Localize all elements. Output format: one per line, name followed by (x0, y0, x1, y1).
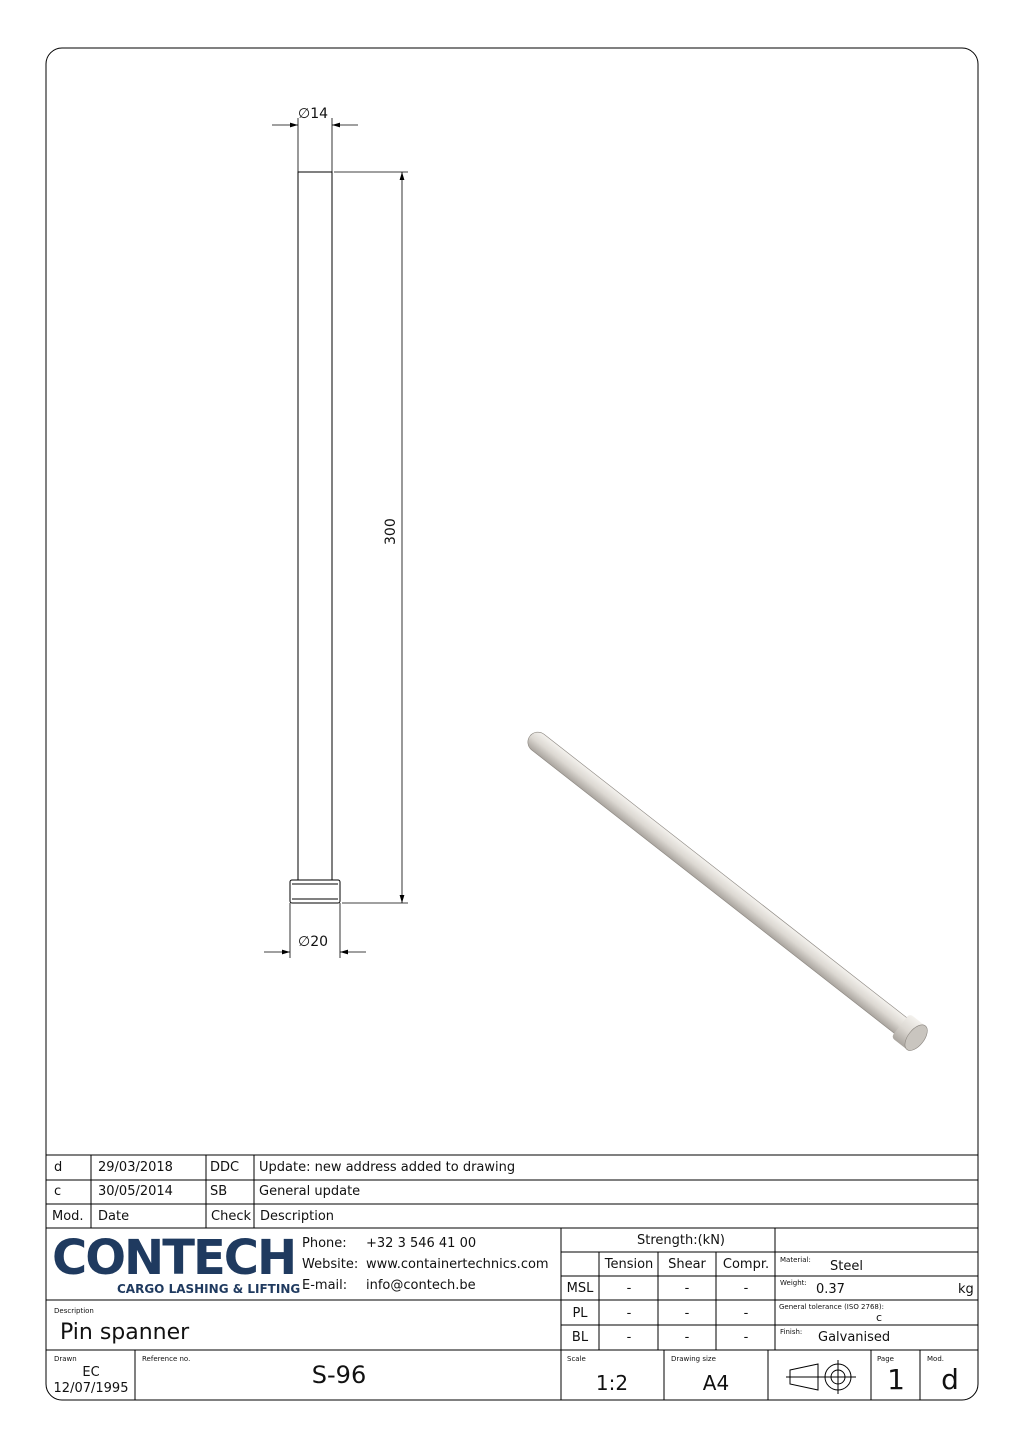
sheet-frame (46, 48, 978, 1400)
mod-value: d (941, 1363, 959, 1396)
rev-header-check: Check (211, 1209, 251, 1224)
email-value: info@contech.be (366, 1278, 476, 1293)
drawn-label: Drawn (54, 1355, 77, 1363)
website-value: www.containertechnics.com (366, 1257, 549, 1272)
description-label: Description (54, 1307, 94, 1315)
drawn-by: EC (82, 1365, 100, 1380)
material-value: Steel (830, 1259, 863, 1274)
strength-cell: - (743, 1330, 749, 1345)
strength-row-label: MSL (566, 1281, 594, 1296)
strength-cell: - (626, 1306, 632, 1321)
weight-label: Weight: (780, 1279, 807, 1287)
rev-date: 29/03/2018 (98, 1160, 173, 1175)
reference-value: S-96 (311, 1361, 367, 1389)
size-label: Drawing size (671, 1355, 716, 1363)
tolerance-value: c (876, 1311, 883, 1324)
scale-value: 1:2 (595, 1371, 629, 1395)
company-logo: CONTECH (52, 1230, 296, 1286)
tolerance-label: General tolerance (ISO 2768): (779, 1303, 884, 1311)
rev-date: 30/05/2014 (98, 1184, 173, 1199)
email-label: E-mail: (302, 1278, 348, 1293)
drawn-date: 12/07/1995 (53, 1381, 129, 1396)
strength-title: Strength:(kN) (636, 1233, 726, 1248)
rev-description: Update: new address added to drawing (259, 1160, 516, 1175)
dim-length: 300 (383, 518, 399, 545)
strength-cell: - (684, 1330, 690, 1345)
rev-check: SB (210, 1184, 228, 1199)
strength-cell: - (743, 1281, 749, 1296)
strength-cell: - (626, 1281, 632, 1296)
rev-check: DDC (210, 1160, 240, 1175)
rev-header-description: Description (260, 1209, 335, 1224)
strength-col: Compr. (722, 1257, 770, 1272)
rev-header-date: Date (98, 1209, 130, 1224)
size-value: A4 (702, 1371, 730, 1395)
page-value: 1 (887, 1363, 905, 1396)
strength-cell: - (684, 1281, 690, 1296)
rev-description: General update (259, 1184, 361, 1199)
company-tagline: CARGO LASHING & LIFTING (117, 1282, 301, 1296)
mod-label: Mod. (927, 1355, 944, 1363)
rev-mod: c (54, 1184, 62, 1199)
dim-bottom-diameter: ∅20 (298, 934, 329, 950)
scale-label: Scale (567, 1355, 586, 1363)
strength-cell: - (684, 1306, 690, 1321)
strength-col: Shear (668, 1257, 706, 1272)
weight-value: 0.37 (816, 1282, 845, 1297)
reference-label: Reference no. (142, 1355, 191, 1363)
strength-row-label: PL (572, 1306, 588, 1321)
finish-value: Galvanised (818, 1330, 891, 1345)
website-label: Website: (302, 1257, 359, 1272)
material-label: Material: (780, 1256, 811, 1264)
rev-mod: d (54, 1160, 63, 1175)
strength-cell: - (626, 1330, 632, 1345)
pin-3d-view (521, 724, 932, 1054)
strength-row-label: BL (571, 1330, 589, 1345)
weight-unit: kg (958, 1282, 974, 1297)
strength-cell: - (743, 1306, 749, 1321)
page-label: Page (877, 1355, 894, 1363)
dim-top-diameter: ∅14 (298, 106, 329, 122)
pin-front-view (290, 172, 340, 903)
phone-value: +32 3 546 41 00 (366, 1236, 477, 1251)
finish-label: Finish: (780, 1328, 803, 1336)
description-value: Pin spanner (60, 1320, 190, 1345)
projection-symbol-icon (786, 1360, 856, 1394)
rev-header-mod: Mod. (52, 1209, 84, 1224)
strength-col: Tension (604, 1257, 654, 1272)
phone-label: Phone: (302, 1236, 347, 1251)
